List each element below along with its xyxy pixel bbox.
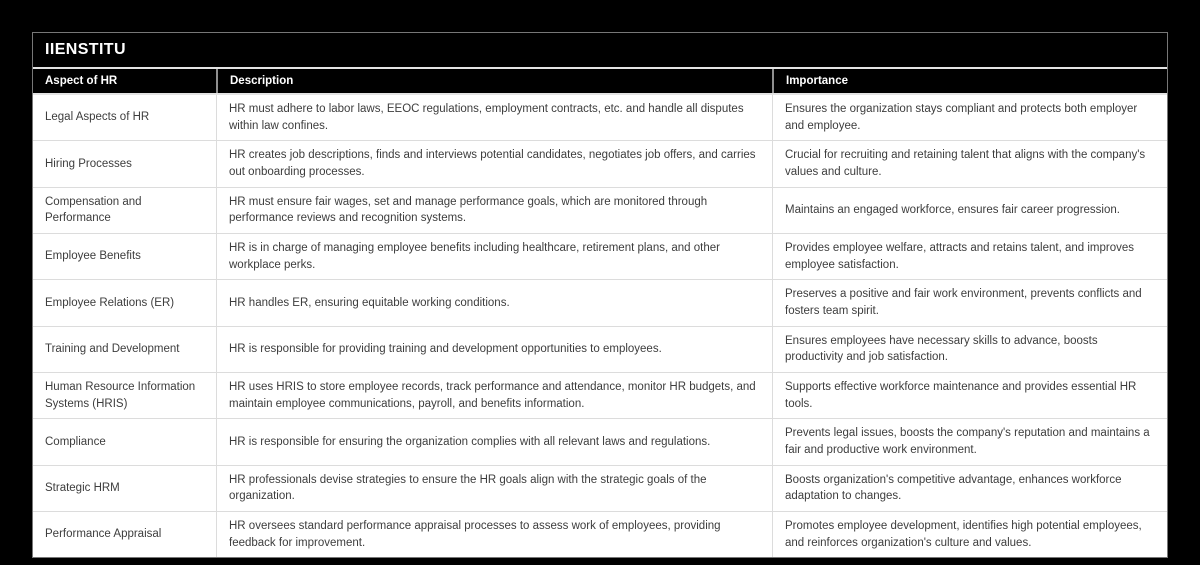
table-row [33,373,1167,419]
description-cell: HR creates job descriptions, finds and interviews potential candidates, negotiates job offers, and carries out onboarding processes. [216,141,772,186]
table-row [33,512,1167,557]
aspect-cell: Human Resource Information Systems (HRIS) [45,381,196,410]
description-cell: HR must adhere to labor laws, EEOC regulations, employment contracts, etc. and handle all disputes within law confines. [216,95,772,140]
aspect-cell: Employee Benefits [45,250,141,263]
aspect-cell: Performance Appraisal [45,528,162,541]
aspect-cell: Employee Relations (ER) [45,296,175,309]
table-row [33,280,1167,326]
table-body [33,95,1167,557]
table-row [33,419,1167,465]
importance-cell: Crucial for recruiting and retaining talent that aligns with the company's values and culture. [772,141,1167,186]
table-header-row [33,69,1167,95]
importance-cell: Ensures the organization stays compliant and protects both employer and employee. [772,95,1167,140]
description-cell: HR is in charge of managing employee benefits including healthcare, retirement plans, and other workplace perks. [216,234,772,279]
aspect-cell: Hiring Processes [45,157,132,170]
aspect-cell: Compensation and Performance [45,195,142,225]
importance-cell: Ensures employees have necessary skills to advance, boosts productivity and job satisfaction. [772,327,1167,372]
table-row [33,466,1167,512]
aspect-cell: Legal Aspects of HR [45,111,150,124]
column-header-description: Description [216,69,772,93]
importance-cell: Supports effective workforce maintenance and provides essential HR tools. [772,373,1167,418]
aspect-cell: Training and Development [45,343,180,356]
description-cell: HR professionals devise strategies to ensure the HR goals align with the strategic goals of the organization. [216,466,772,511]
column-header-importance: Importance [772,69,1167,93]
importance-cell: Provides employee welfare, attracts and retains talent, and improves employee satisfaction. [772,234,1167,279]
description-cell: HR uses HRIS to store employee records, track performance and attendance, monitor HR budgets, and maintain employee communications, payroll, and benefits information. [216,373,772,418]
importance-cell: Preserves a positive and fair work environment, prevents conflicts and fosters team spirit. [772,280,1167,325]
description-cell: HR is responsible for providing training and development opportunities to employees. [216,327,772,372]
table-row [33,95,1167,141]
importance-cell: Boosts organization's competitive advantage, enhances workforce adaptation to changes. [772,466,1167,511]
table-title-bar [33,33,1167,69]
hr-aspects-table-card [32,32,1168,558]
aspect-cell: Strategic HRM [45,482,120,495]
description-cell: HR must ensure fair wages, set and manage performance goals, which are monitored through performance reviews and recognition systems. [216,188,772,233]
table-row [33,234,1167,280]
aspect-cell: Compliance [45,435,106,448]
description-cell: HR is responsible for ensuring the organization complies with all relevant laws and regulations. [216,419,772,464]
importance-cell: Promotes employee development, identifies high potential employees, and reinforces organization's culture and values. [772,512,1167,557]
table-row [33,141,1167,187]
brand-title: IIENSTITU [45,41,126,58]
description-cell: HR oversees standard performance appraisal processes to assess work of employees, providing feedback for improvement. [216,512,772,557]
table-row [33,188,1167,234]
importance-cell: Prevents legal issues, boosts the company's reputation and maintains a fair and productive work environment. [772,419,1167,464]
table-row [33,327,1167,373]
description-cell: HR handles ER, ensuring equitable working conditions. [216,280,772,325]
importance-cell: Maintains an engaged workforce, ensures fair career progression. [772,188,1167,233]
column-header-aspect-of-hr: Aspect of HR [45,75,118,87]
